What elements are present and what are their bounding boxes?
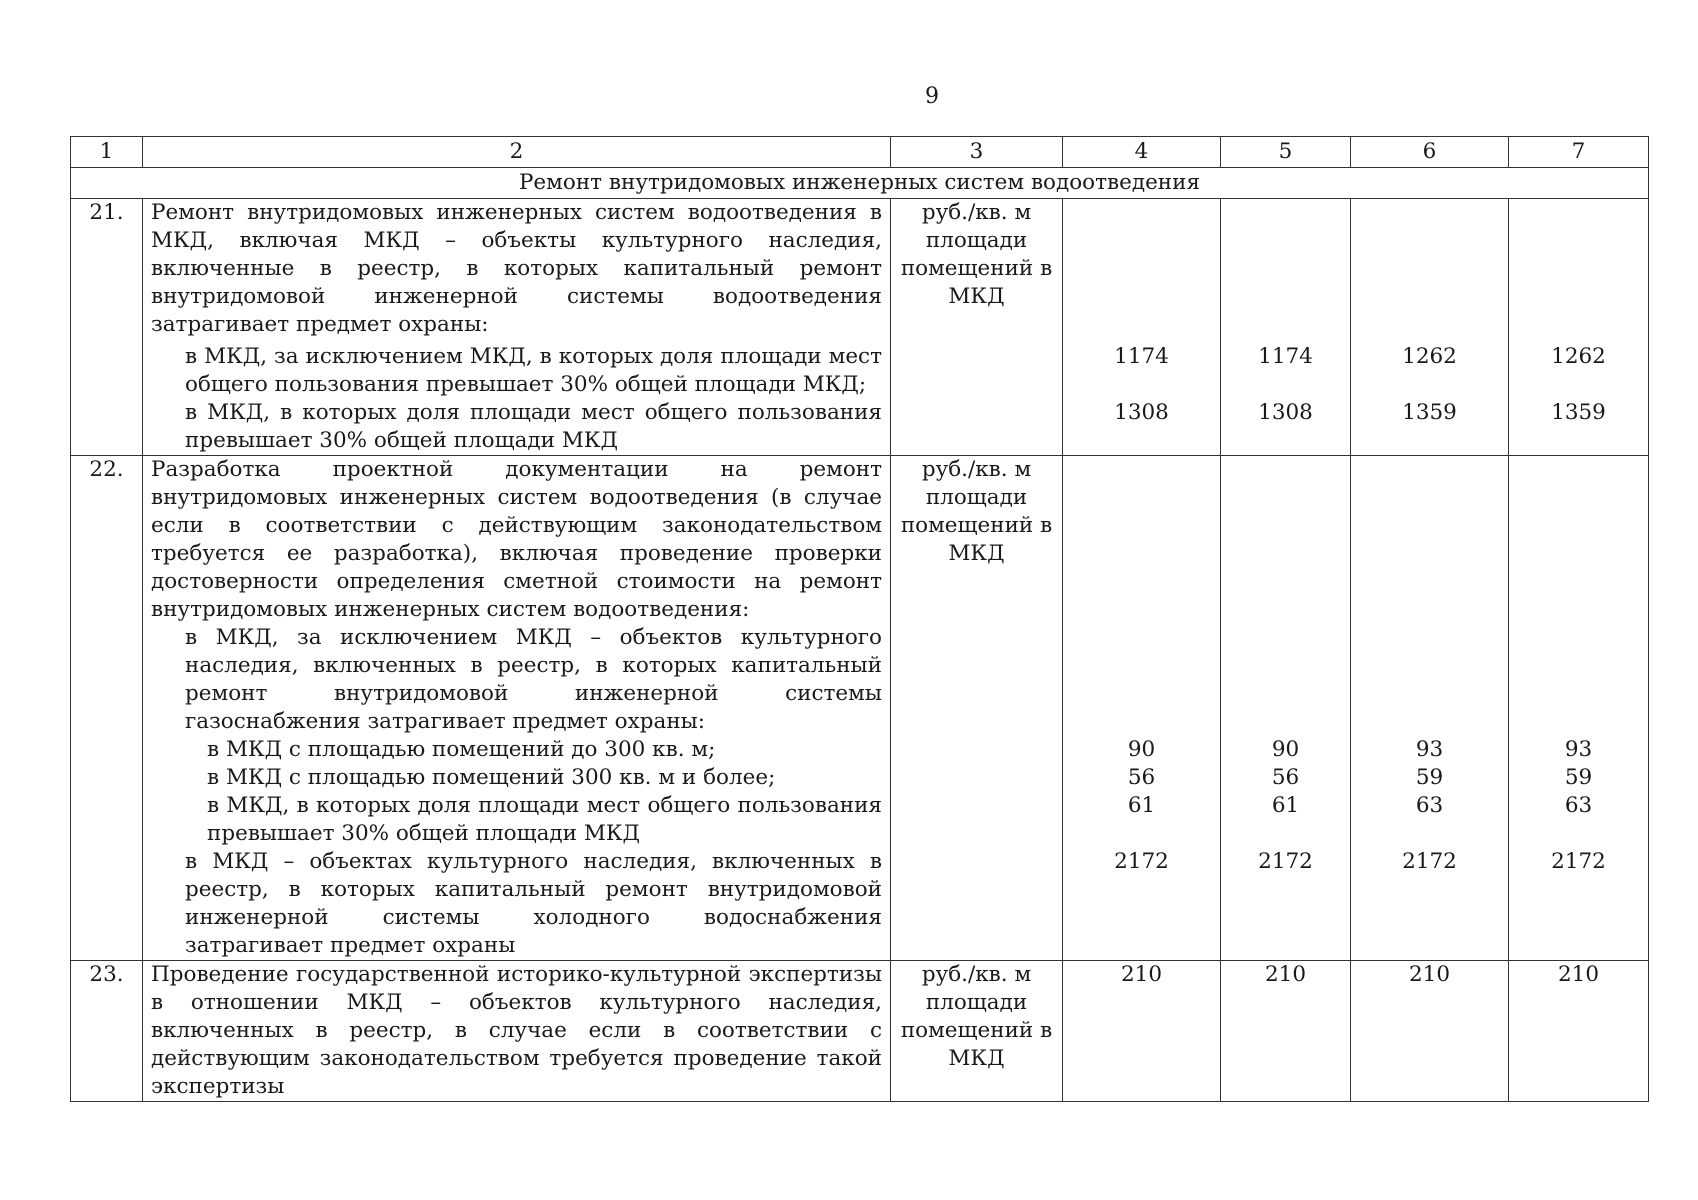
unit-cell: руб./кв. м площади помещений в МКД <box>891 456 1063 961</box>
value: 90 <box>1127 737 1156 762</box>
value: 1262 <box>1402 344 1457 369</box>
row-description <box>143 456 891 961</box>
value: 63 <box>1415 793 1444 818</box>
column-numbers-row <box>71 137 1649 168</box>
description-sub-item: в МКД, в которых доля площади мест общего пользования превышает 30% общей площади МКД <box>207 793 882 846</box>
value: 1359 <box>1402 400 1457 425</box>
value-column-5 <box>1221 199 1351 456</box>
row-number: 21. <box>71 199 143 456</box>
value: 2172 <box>1114 849 1169 874</box>
table-row-21 <box>71 199 1649 456</box>
value: 1174 <box>1114 344 1169 369</box>
value: 93 <box>1415 737 1444 762</box>
value: 210 <box>1063 961 1221 1102</box>
value-column-6 <box>1351 199 1509 456</box>
description-sub: в МКД, за исключением МКД – объектов культурного наследия, включенных в реестр, в которых капитальный ремонт внутридомовой инженерной системы газоснабжения затрагивает предмет охраны: <box>185 625 882 734</box>
value: 1174 <box>1258 344 1313 369</box>
value: 56 <box>1127 765 1156 790</box>
value: 1262 <box>1551 344 1606 369</box>
value: 210 <box>1351 961 1509 1102</box>
value: 59 <box>1564 765 1593 790</box>
column-header: 7 <box>1509 137 1649 168</box>
row-description <box>143 199 891 456</box>
value: 56 <box>1271 765 1300 790</box>
value: 2172 <box>1402 849 1457 874</box>
value-column-7 <box>1509 456 1649 961</box>
value: 1359 <box>1551 400 1606 425</box>
value-column-5 <box>1221 456 1351 961</box>
section-title: Ремонт внутридомовых инженерных систем водоотведения <box>71 168 1649 199</box>
description-sub: в МКД – объектах культурного наследия, включенных в реестр, в которых капитальный ремонт внутридомовой инженерной системы холодного водоснабжения затрагивает предмет охраны <box>185 849 882 958</box>
table-row-23 <box>71 961 1649 1102</box>
value-column-7 <box>1509 199 1649 456</box>
section-row <box>71 168 1649 199</box>
value: 90 <box>1271 737 1300 762</box>
value-column-4 <box>1063 456 1221 961</box>
row-number: 23. <box>71 961 143 1102</box>
description-sub-item: в МКД с площадью помещений до 300 кв. м; <box>207 737 716 762</box>
description-main: Ремонт внутридомовых инженерных систем водоотведения в МКД, включая МКД – объекты культурного наследия, включенные в реестр, в которых капитальный ремонт внутридомовой инженерной системы водоотведения затрагивает предмет охраны: <box>151 200 882 337</box>
value: 2172 <box>1258 849 1313 874</box>
description-sub: в МКД, в которых доля площади мест общего пользования превышает 30% общей площади МКД <box>185 400 882 453</box>
table-row-22 <box>71 456 1649 961</box>
value-column-6 <box>1351 456 1509 961</box>
row-number: 22. <box>71 456 143 961</box>
value: 210 <box>1221 961 1351 1102</box>
description-sub: в МКД, за исключением МКД, в которых доля площади мест общего пользования превышает 30% общей площади МКД; <box>185 344 882 397</box>
value: 2172 <box>1551 849 1606 874</box>
value: 61 <box>1271 793 1300 818</box>
column-header: 6 <box>1351 137 1509 168</box>
value: 61 <box>1127 793 1156 818</box>
value: 63 <box>1564 793 1593 818</box>
value-column-4 <box>1063 199 1221 456</box>
row-description <box>143 961 891 1102</box>
column-header: 5 <box>1221 137 1351 168</box>
value: 1308 <box>1114 400 1169 425</box>
value: 59 <box>1415 765 1444 790</box>
description-main: Проведение государственной историко-культурной экспертизы в отношении МКД – объектов культурного наследия, включенных в реестр, в случае если в соответствии с действующим законодательством требуется проведение такой экспертизы <box>151 962 882 1099</box>
description-main: Разработка проектной документации на ремонт внутридомовых инженерных систем водоотведения (в случае если в соответствии с действующим законодательством требуется ее разработка), включая проведение проверки достоверности определения сметной стоимости на ремонт внутридомовых инженерных систем водоотведения: <box>151 457 882 622</box>
value: 93 <box>1564 737 1593 762</box>
value: 210 <box>1509 961 1649 1102</box>
page-number: 9 <box>925 84 939 109</box>
column-header: 4 <box>1063 137 1221 168</box>
unit-cell: руб./кв. м площади помещений в МКД <box>891 961 1063 1102</box>
column-header: 2 <box>143 137 891 168</box>
description-sub-item: в МКД с площадью помещений 300 кв. м и более; <box>207 765 776 790</box>
value: 1308 <box>1258 400 1313 425</box>
tariff-table <box>70 136 1649 1102</box>
column-header: 3 <box>891 137 1063 168</box>
unit-cell: руб./кв. м площади помещений в МКД <box>891 199 1063 456</box>
column-header: 1 <box>71 137 143 168</box>
